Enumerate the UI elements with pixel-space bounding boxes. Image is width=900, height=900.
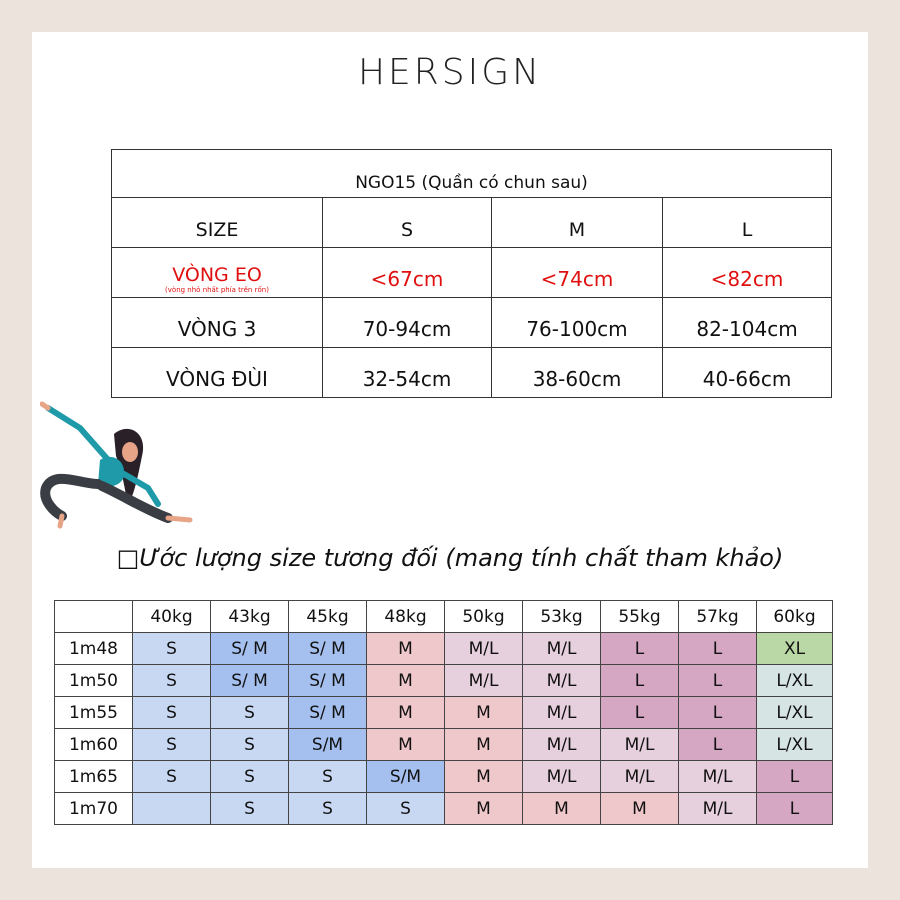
- size-cell: M: [367, 697, 445, 729]
- size-chart-header-row: [112, 198, 832, 248]
- size-cell: L: [679, 633, 757, 665]
- size-cell: L: [601, 665, 679, 697]
- size-cell: S/M: [367, 761, 445, 793]
- hip-m: 76-100cm: [492, 298, 663, 348]
- size-cell: S: [133, 761, 211, 793]
- size-cell: L/XL: [757, 697, 833, 729]
- waist-note: (vòng nhỏ nhất phía trên rốn): [165, 286, 269, 294]
- size-cell: S/ M: [211, 633, 289, 665]
- size-cell: M: [367, 729, 445, 761]
- weight-header: 60kg: [757, 600, 833, 633]
- weight-header: 48kg: [367, 600, 445, 633]
- size-cell: M/L: [523, 697, 601, 729]
- waist-s: <67cm: [323, 248, 492, 298]
- size-cell: S: [211, 793, 289, 825]
- hip-label: VÒNG 3: [112, 298, 323, 348]
- size-cell: M/L: [445, 633, 523, 665]
- size-cell: S: [289, 793, 367, 825]
- hip-l: 82-104cm: [663, 298, 832, 348]
- weight-header: 53kg: [523, 600, 601, 633]
- size-cell: L: [757, 793, 833, 825]
- size-cell: M: [445, 793, 523, 825]
- size-cell: XL: [757, 633, 833, 665]
- size-cell: S: [367, 793, 445, 825]
- size-cell: L: [679, 729, 757, 761]
- weight-header: 55kg: [601, 600, 679, 633]
- grid-corner-cell: [54, 600, 133, 633]
- size-cell: M/L: [679, 761, 757, 793]
- header-size: SIZE: [112, 198, 323, 248]
- thigh-m: 38-60cm: [492, 348, 663, 398]
- waist-row: [112, 248, 832, 298]
- size-cell: S: [211, 761, 289, 793]
- thigh-row: [112, 348, 832, 398]
- size-cell: S/ M: [289, 633, 367, 665]
- size-cell: L/XL: [757, 729, 833, 761]
- grid-row: [54, 761, 833, 793]
- grid-row: [54, 633, 833, 665]
- size-cell: M/L: [679, 793, 757, 825]
- header-m: M: [492, 198, 663, 248]
- product-title: NGO15 (Quần có chun sau): [112, 150, 832, 198]
- hip-row: [112, 298, 832, 348]
- thigh-l: 40-66cm: [663, 348, 832, 398]
- height-label: 1m70: [54, 793, 133, 825]
- weight-header: 57kg: [679, 600, 757, 633]
- size-cell: M/L: [523, 729, 601, 761]
- size-cell: M: [601, 793, 679, 825]
- size-cell: L: [601, 697, 679, 729]
- size-chart-title-row: [112, 150, 832, 198]
- estimate-subtitle: □Ước lượng size tương đối (mang tính chất tham khảo): [116, 544, 784, 572]
- size-cell: M/L: [523, 665, 601, 697]
- grid-header-row: [54, 600, 833, 633]
- waist-l: <82cm: [663, 248, 832, 298]
- size-cell: L: [679, 697, 757, 729]
- size-cell: S: [211, 697, 289, 729]
- yoga-figure-illustration: [40, 400, 200, 530]
- size-cell: M/L: [523, 761, 601, 793]
- size-cell: S: [133, 697, 211, 729]
- waist-label: VÒNG EO: [172, 264, 262, 286]
- weight-header: 45kg: [289, 600, 367, 633]
- size-cell: S/ M: [211, 665, 289, 697]
- size-cell: S: [211, 729, 289, 761]
- hip-s: 70-94cm: [323, 298, 492, 348]
- size-cell: M: [445, 697, 523, 729]
- size-cell: M/L: [523, 633, 601, 665]
- size-cell: M: [367, 633, 445, 665]
- size-cell: M: [445, 761, 523, 793]
- height-label: 1m65: [54, 761, 133, 793]
- size-cell: S/ M: [289, 665, 367, 697]
- waist-m: <74cm: [492, 248, 663, 298]
- size-cell: L: [757, 761, 833, 793]
- height-label: 1m50: [54, 665, 133, 697]
- size-cell: M: [367, 665, 445, 697]
- weight-header: 50kg: [445, 600, 523, 633]
- size-cell: M/L: [601, 761, 679, 793]
- grid-row: [54, 665, 833, 697]
- size-cell: S/ M: [289, 697, 367, 729]
- size-cell: S: [133, 729, 211, 761]
- size-cell: M: [523, 793, 601, 825]
- grid-row: [54, 697, 833, 729]
- header-s: S: [323, 198, 492, 248]
- size-cell: [133, 793, 211, 825]
- grid-row: [54, 729, 833, 761]
- waist-label-cell: [112, 248, 323, 298]
- size-estimate-grid: [54, 600, 833, 825]
- height-label: 1m55: [54, 697, 133, 729]
- thigh-label: VÒNG ĐÙI: [112, 348, 323, 398]
- weight-header: 43kg: [211, 600, 289, 633]
- size-cell: M: [445, 729, 523, 761]
- size-cell: S: [133, 633, 211, 665]
- brand-logo: HERSIGN: [357, 52, 543, 93]
- size-cell: M/L: [601, 729, 679, 761]
- size-cell: S/M: [289, 729, 367, 761]
- grid-row: [54, 793, 833, 825]
- size-cell: L: [679, 665, 757, 697]
- height-label: 1m60: [54, 729, 133, 761]
- size-cell: S: [133, 665, 211, 697]
- size-chart-table: [111, 149, 832, 398]
- size-cell: L: [601, 633, 679, 665]
- height-label: 1m48: [54, 633, 133, 665]
- weight-header: 40kg: [133, 600, 211, 633]
- size-cell: S: [289, 761, 367, 793]
- header-l: L: [663, 198, 832, 248]
- size-cell: L/XL: [757, 665, 833, 697]
- thigh-s: 32-54cm: [323, 348, 492, 398]
- size-cell: M/L: [445, 665, 523, 697]
